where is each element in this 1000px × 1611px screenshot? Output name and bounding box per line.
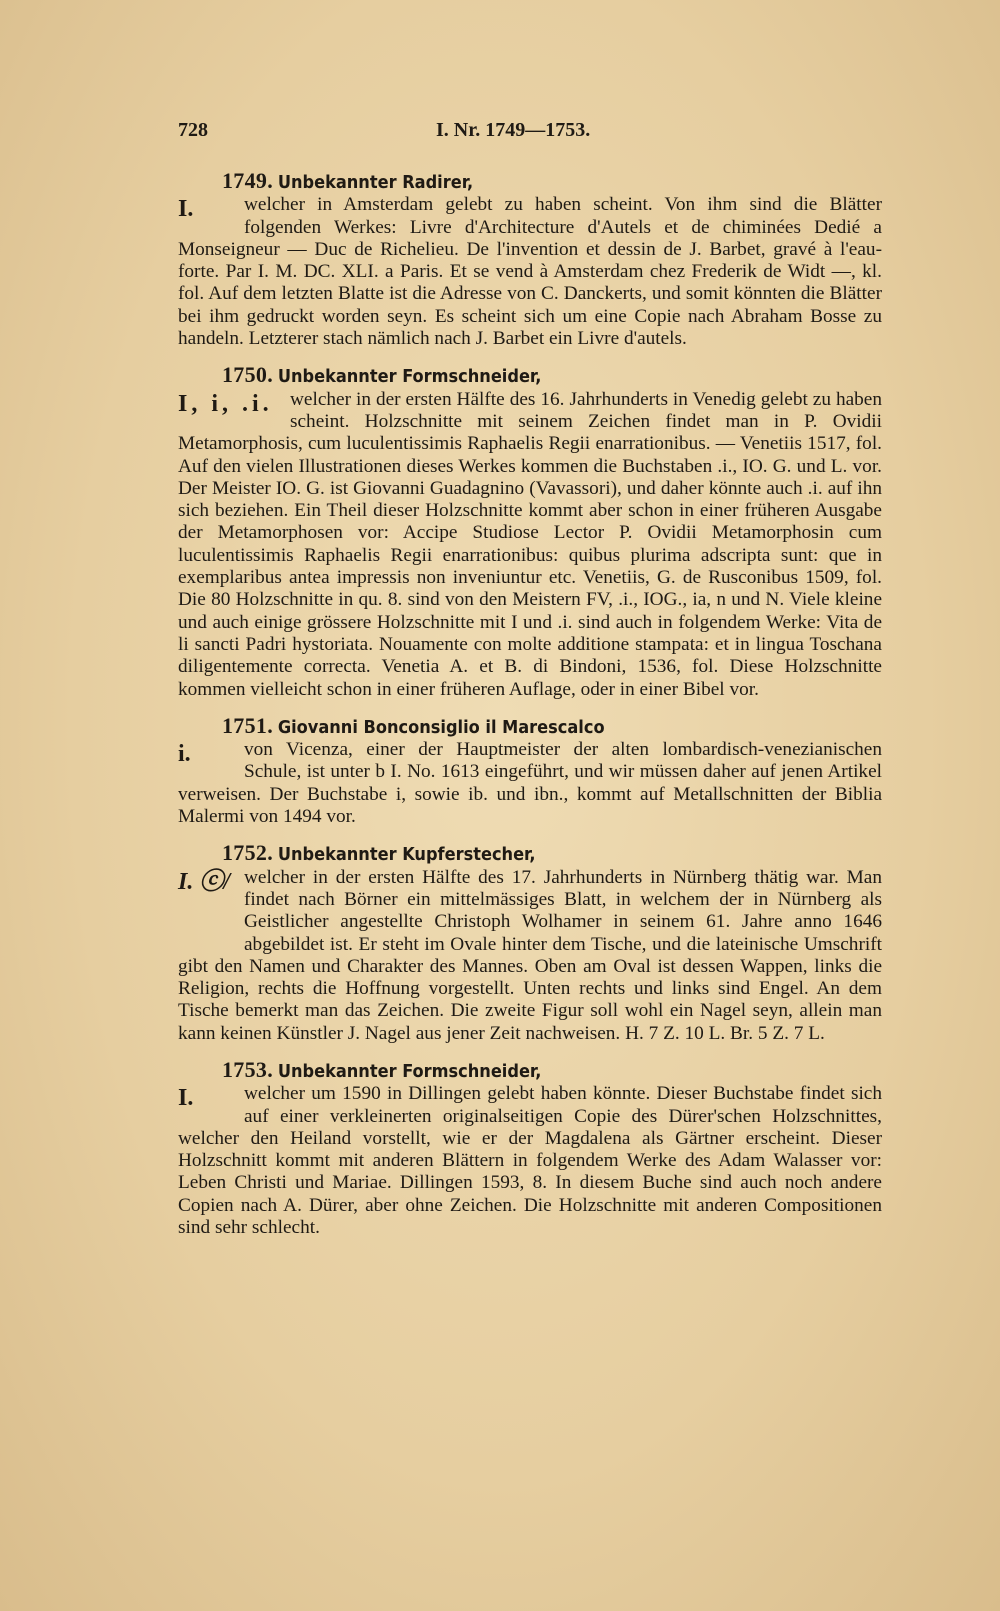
- entry-name: Giovanni Bonconsiglio il Marescalco: [277, 716, 605, 738]
- entry-name: Unbekannter Radirer,: [277, 172, 474, 193]
- entry-1751: [178, 712, 882, 828]
- monogram-mark: I.: [178, 1085, 194, 1112]
- entry-number: 1752.: [222, 840, 273, 866]
- monogram-mark: I, i, .i.: [178, 390, 273, 417]
- entry-1752: [178, 842, 882, 1045]
- entry-name: Unbekannter Formschneider,: [277, 366, 542, 388]
- entry-number: 1749.: [222, 168, 273, 193]
- entry-text: welcher in Amsterdam gelebt zu haben scheint. Von ihm sind die Blätter folgenden Werkes: Livre d'Architecture d'Autels et de chiminées Dedié a Monseigneur — Duc de Richelieu. De l'invention et dessin de J. Barbet, gravé à l'eau-forte. Par I. M. DC. XLI. a Paris. Et se vend à Amsterdam chez Frederik de Widt —, kl. fol. Auf dem letzten Blatte ist die Adresse von C. Danckerts, und somit könnten die Blätter bei ihm gedruckt worden seyn. Es scheint sich um eine Copie nach Abraham Bosse zu handeln. Letzterer stach nämlich nach J. Barbet ein Livre d'autels.: [178, 194, 882, 350]
- entry-name: Unbekannter Kupferstecher,: [277, 844, 536, 866]
- entry-number: 1753.: [222, 1056, 273, 1082]
- entry-1750: [178, 364, 882, 700]
- monogram-mark: i.: [178, 741, 191, 768]
- entry-range: I. Nr. 1749—1753.: [436, 119, 591, 141]
- entry-1749: [178, 170, 882, 350]
- entry-text: welcher in der ersten Hälfte des 17. Jahrhunderts in Nürnberg thätig war. Man findet nach Börner ein mittelmässiges Blatt, in welchem der in Nürnberg als Geistlicher angestellte Christoph Wolhamer in seinem 61. Jahre anno 1646 abgebildet ist. Er steht im Ovale hinter dem Tische, und die lateinische Umschrift gibt den Namen und Charakter des Mannes. Oben am Oval ist dessen Wappen, links die Religion, rechts die Hoffnung vorgestellt. Unten rechts und links sind Engel. An dem Tische bemerkt man das Zeichen. Die zweite Figur soll wohl ein Nagel seyn, allein man kann keinen Künstler J. Nagel aus jener Zeit nachweisen. H. 7 Z. 10 L. Br. 5 Z. 7 L.: [178, 866, 882, 1044]
- entry-text: welcher in der ersten Hälfte des 16. Jahrhunderts in Venedig gelebt zu haben scheint. Holzschnitte mit seinem Zeichen findet man in P. Ovidii Metamorphosis, cum luculentissimis Raphaelis Regii enarrationibus. — Venetiis 1517, fol. Auf den vielen Illustrationen dieses Werkes kommen die Buchstaben .i., IO. G. und L. vor. Der Meister IO. G. ist Giovanni Guadagnino (Vavassori), und daher könnte auch .i. auf ihn sich beziehen. Ein Theil dieser Holzschnitte kommt aber schon in einer früheren Ausgabe der Metamorphosen vor: Accipe Studiose Lector P. Ovidii Metamorphosin cum luculentissimis Raphaelis Regii enarrationibus: quibus plurima adscripta sunt: que in exemplaribus antea impressis non inveniuntur etc. Venetiis, G. de Rusconibus 1509, fol. Die 80 Holzschnitte in qu. 8. sind von den Meistern FV, .i., IOG., ia, n und N. Viele kleine und auch einige grössere Holzschnitte mit I und .i. sind auch in folgendem Werke: Vita de li sancti Padri hystoriata. Nouamente con molte additione stampata: et in lingua Toschana diligentemente correcta. Venetia A. et B. di Bindoni, 1536, fol. Diese Holzschnitte kommen vielleicht schon in einer früheren Auflage, oder in einer Bibel vor.: [178, 388, 882, 700]
- page-body: [178, 170, 882, 1253]
- entry-text: welcher um 1590 in Dillingen gelebt haben könnte. Dieser Buchstabe findet sich auf einer verkleinerten originalseitigen Copie des Dürer'schen Holzschnittes, welcher den Heiland vorstellt, wie er der Magdalena als Gärtner erscheint. Dieser Holzschnitt kommt mit anderen Blättern in folgendem Werke des Adam Walasser vor: Leben Christi und Mariae. Dillingen 1593, 8. In diesem Buche sind auch noch andere Copien nach A. Dürer, aber ohne Zeichen. Die Holzschnitte mit anderen Compositionen sind sehr schlecht.: [178, 1083, 882, 1239]
- entry-number: 1750.: [222, 362, 273, 388]
- monogram-mark: I.: [178, 196, 194, 223]
- entry-text: von Vicenza, einer der Hauptmeister der alten lombardisch-venezianischen Schule, ist unter b I. No. 1613 eingeführt, und wir müssen daher auf jenen Artikel verweisen. Der Buchstabe i, sowie ib. und ibn., kommt auf Metallschnitten der Biblia Malermi von 1494 vor.: [178, 739, 882, 828]
- entry-name: Unbekannter Formschneider,: [277, 1060, 542, 1082]
- page-number: 728: [178, 119, 208, 141]
- entry-number: 1751.: [222, 712, 273, 738]
- monogram-mark: I. ⓒ/: [178, 868, 231, 895]
- entry-1753: [178, 1056, 882, 1239]
